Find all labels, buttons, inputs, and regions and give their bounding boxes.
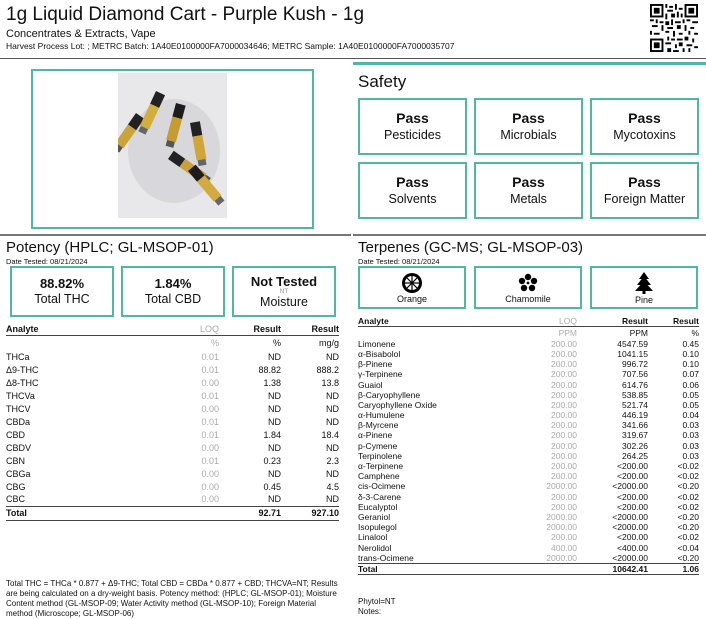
table-row[interactable]: [6, 350, 339, 363]
result-value: <200.00: [617, 471, 648, 482]
result-value: 1.38: [263, 377, 281, 388]
product-category: Concentrates & Extracts, Vape: [6, 28, 156, 40]
safety-card-microbials[interactable]: [474, 98, 583, 155]
result-value: ND: [268, 442, 281, 453]
result-value: ND: [326, 494, 339, 505]
unit-cell: mg/g: [318, 337, 339, 348]
result-value: 18.4: [321, 429, 339, 440]
total-value: [476, 563, 577, 574]
analyte-name: Camphene: [358, 471, 400, 482]
col-header: Result: [311, 324, 339, 335]
potency-label: Moisture: [260, 294, 308, 309]
table-row[interactable]: [6, 454, 339, 467]
loq-value: 0.00: [201, 377, 219, 388]
terpene-profile-pine[interactable]: [590, 266, 698, 309]
analyte-name: cis-Ocimene: [358, 481, 406, 492]
terpenes-title: Terpenes (GC-MS; GL-MSOP-03): [358, 239, 584, 256]
table-row[interactable]: [6, 467, 339, 480]
result-value: ND: [268, 390, 281, 401]
loq-value: 200.00: [551, 389, 577, 400]
table-row[interactable]: [6, 441, 339, 454]
result-value: 2.3: [326, 455, 339, 466]
terpenes-table: [358, 316, 699, 575]
table-row[interactable]: [358, 420, 699, 430]
analyte-name: Caryophyllene Oxide: [358, 399, 437, 410]
result-value: <0.20: [677, 511, 699, 522]
lot-batch-line: Harvest Process Lot: ; METRC Batch: 1A40E0100000FA7000034646; METRC Sample: 1A40E0100000FA7000035707: [6, 41, 455, 51]
analyte-name: THCVa: [6, 390, 35, 401]
table-row[interactable]: [6, 389, 339, 402]
table-row[interactable]: [6, 480, 339, 493]
table-row[interactable]: [6, 493, 339, 506]
result-value: <0.20: [677, 552, 699, 563]
loq-value: 200.00: [551, 379, 577, 390]
loq-value: 200.00: [551, 399, 577, 410]
table-row[interactable]: [358, 553, 699, 564]
col-header: Analyte: [6, 324, 39, 335]
total-label: Total: [358, 563, 378, 574]
safety-card-solvents[interactable]: [358, 162, 467, 219]
total-row: [6, 506, 339, 520]
safety-name: Solvents: [388, 191, 437, 206]
col-header: Analyte: [358, 316, 389, 326]
analyte-name: δ-3-Carene: [358, 491, 401, 502]
safety-card-metals[interactable]: [474, 162, 583, 219]
total-label: Total: [6, 508, 27, 518]
result-value: <0.20: [677, 481, 699, 492]
safety-name: Foreign Matter: [603, 191, 686, 206]
result-value: 1.84: [263, 429, 281, 440]
result-value: 341.66: [622, 420, 648, 431]
result-value: 1041.15: [617, 348, 648, 359]
safety-result: Pass: [396, 173, 429, 190]
potency-card-total-cbd[interactable]: [121, 266, 225, 317]
result-value: ND: [268, 351, 281, 362]
terpene-profile-orange[interactable]: [358, 266, 466, 309]
safety-result: Pass: [396, 109, 429, 126]
safety-card-pesticides[interactable]: [358, 98, 467, 155]
result-value: 707.56: [622, 369, 648, 380]
table-row[interactable]: [358, 461, 699, 471]
table-row[interactable]: [358, 430, 699, 440]
units-row: [6, 335, 339, 350]
orange-icon: [401, 272, 423, 294]
result-value: 0.45: [682, 338, 699, 349]
result-value: 302.26: [622, 440, 648, 451]
table-row[interactable]: [6, 363, 339, 376]
result-value: <2000.00: [612, 481, 648, 492]
loq-value: 2000.00: [546, 522, 577, 533]
col-header: Result: [622, 316, 648, 326]
safety-divider: [353, 62, 706, 65]
loq-value: 0.01: [201, 351, 219, 362]
potency-card-total-thc[interactable]: [10, 266, 114, 317]
analyte-name: β-Pinene: [358, 359, 393, 370]
analyte-name: trans-Ocimene: [358, 552, 414, 563]
total-value: 927.10: [311, 508, 339, 518]
loq-value: 200.00: [551, 410, 577, 421]
analyte-name: α-Pinene: [358, 430, 393, 441]
result-value: ND: [326, 390, 339, 401]
analyte-name: Guaiol: [358, 379, 383, 390]
terpenes-divider: [353, 234, 706, 236]
loq-value: 200.00: [551, 440, 577, 451]
table-row[interactable]: [358, 400, 699, 410]
result-value: 0.45: [263, 481, 281, 492]
result-value: <0.02: [677, 532, 699, 543]
pine-tree-icon: [633, 271, 655, 295]
analyte-name: THCV: [6, 403, 31, 414]
qr-code-icon[interactable]: [650, 4, 698, 52]
analyte-name: CBDa: [6, 416, 31, 427]
loq-value: 2000.00: [546, 511, 577, 522]
loq-value: 2000.00: [546, 481, 577, 492]
result-value: 521.74: [622, 399, 648, 410]
safety-name: Mycotoxins: [613, 127, 676, 142]
safety-title: Safety: [358, 72, 407, 91]
table-row[interactable]: [358, 369, 699, 379]
table-row[interactable]: [6, 415, 339, 428]
safety-name: Pesticides: [384, 127, 441, 142]
result-value: 0.06: [682, 379, 699, 390]
chamomile-flower-icon: [517, 272, 539, 294]
analyte-name: Terpinolene: [358, 450, 402, 461]
result-value: 0.07: [682, 369, 699, 380]
analyte-name: Δ9-THC: [6, 364, 39, 375]
result-value: 4547.59: [617, 338, 648, 349]
result-value: <200.00: [617, 461, 648, 472]
result-value: <2000.00: [612, 511, 648, 522]
safety-card-foreign-matter[interactable]: [590, 162, 699, 219]
col-header: LOQ: [559, 316, 577, 326]
total-value: [126, 506, 219, 520]
analyte-name: α-Terpinene: [358, 461, 404, 472]
result-value: 0.10: [682, 348, 699, 359]
result-value: <0.04: [677, 542, 699, 553]
loq-value: 0.01: [201, 364, 219, 375]
result-value: <2000.00: [612, 522, 648, 533]
result-value: 0.03: [682, 430, 699, 441]
unit-cell: PPM: [558, 327, 577, 338]
table-row[interactable]: [358, 441, 699, 451]
potency-date-tested: Date Tested: 08/21/2024: [6, 257, 88, 266]
analyte-name: Eucalyptol: [358, 501, 398, 512]
table-row[interactable]: [6, 402, 339, 415]
table-row[interactable]: [358, 481, 699, 491]
loq-value: 0.00: [201, 481, 219, 492]
safety-card-mycotoxins[interactable]: [590, 98, 699, 155]
loq-value: 0.01: [201, 390, 219, 401]
header-divider: [0, 58, 706, 59]
result-value: <200.00: [617, 532, 648, 543]
result-value: 614.76: [622, 379, 648, 390]
result-value: 0.05: [682, 389, 699, 400]
unit-cell: %: [691, 327, 699, 338]
table-row[interactable]: [6, 428, 339, 441]
loq-value: 200.00: [551, 461, 577, 472]
loq-value: 200.00: [551, 420, 577, 431]
total-row: [358, 563, 699, 574]
result-value: 0.03: [682, 440, 699, 451]
result-value: ND: [326, 403, 339, 414]
loq-value: 0.01: [201, 455, 219, 466]
loq-value: 0.01: [201, 416, 219, 427]
table-row[interactable]: [358, 379, 699, 389]
analyte-name: Nerolidol: [358, 542, 392, 553]
result-value: 88.82: [258, 364, 281, 375]
safety-name: Metals: [510, 191, 547, 206]
analyte-name: CBG: [6, 481, 26, 492]
table-row[interactable]: [358, 522, 699, 532]
result-value: 446.19: [622, 410, 648, 421]
potency-value: 88.82%: [39, 275, 85, 291]
total-value: 10642.41: [612, 563, 648, 574]
analyte-name: THCa: [6, 351, 30, 362]
loq-value: 0.00: [201, 403, 219, 414]
safety-name: Microbials: [500, 127, 557, 142]
loq-value: 200.00: [551, 501, 577, 512]
analyte-name: CBD: [6, 429, 26, 440]
result-value: ND: [326, 416, 339, 427]
loq-value: 200.00: [551, 471, 577, 482]
result-value: 0.10: [682, 359, 699, 370]
col-header: LOQ: [199, 324, 219, 335]
col-header: Result: [673, 316, 699, 326]
notes-label: Notes:: [358, 607, 382, 616]
loq-value: 400.00: [551, 542, 577, 553]
result-value: <0.02: [677, 461, 699, 472]
potency-title: Potency (HPLC; GL-MSOP-01): [6, 239, 214, 256]
loq-value: 0.01: [201, 429, 219, 440]
product-photo[interactable]: [118, 73, 227, 218]
result-value: ND: [326, 351, 339, 362]
unit-cell: [6, 335, 126, 350]
loq-value: 200.00: [551, 348, 577, 359]
loq-value: 200.00: [551, 532, 577, 543]
safety-result: Pass: [628, 173, 661, 190]
product-title: 1g Liquid Diamond Cart - Purple Kush - 1g: [6, 4, 365, 25]
col-header: Result: [253, 324, 281, 335]
terpenes-date-tested: Date Tested: 08/21/2024: [358, 257, 440, 266]
potency-label: Total THC: [34, 292, 90, 307]
loq-value: 200.00: [551, 359, 577, 370]
result-value: ND: [268, 468, 281, 479]
table-row[interactable]: [358, 390, 699, 400]
result-value: 538.85: [622, 389, 648, 400]
total-value: 1.06: [682, 563, 699, 574]
analyte-name: CBGa: [6, 468, 31, 479]
result-value: <0.02: [677, 491, 699, 502]
total-value: 92.71: [258, 508, 281, 518]
unit-cell: [358, 327, 476, 339]
analyte-name: CBDV: [6, 442, 32, 453]
result-value: ND: [268, 403, 281, 414]
loq-value: 200.00: [551, 338, 577, 349]
safety-result: Pass: [628, 109, 661, 126]
result-value: 319.67: [622, 430, 648, 441]
table-row[interactable]: [358, 471, 699, 481]
loq-value: 200.00: [551, 369, 577, 380]
result-value: 13.8: [321, 377, 339, 388]
loq-value: 0.00: [201, 442, 219, 453]
analyte-name: Limonene: [358, 338, 396, 349]
phytol-note: Phytol=NT: [358, 597, 396, 606]
loq-value: 200.00: [551, 491, 577, 502]
analyte-name: p-Cymene: [358, 440, 398, 451]
analyte-name: CBC: [6, 494, 26, 505]
potency-note: NT: [279, 288, 289, 296]
result-value: <2000.00: [612, 552, 648, 563]
result-value: ND: [268, 494, 281, 505]
analyte-name: Geraniol: [358, 511, 391, 522]
safety-result: Pass: [512, 109, 545, 126]
unit-cell: PPM: [629, 327, 648, 338]
table-row[interactable]: [6, 376, 339, 389]
result-value: ND: [268, 416, 281, 427]
analyte-name: α-Bisabolol: [358, 348, 401, 359]
result-value: <400.00: [617, 542, 648, 553]
result-value: 0.04: [682, 410, 699, 421]
loq-value: 0.00: [201, 494, 219, 505]
table-row[interactable]: [358, 542, 699, 552]
result-value: 996.72: [622, 359, 648, 370]
result-value: 4.5: [326, 481, 339, 492]
result-value: <0.20: [677, 522, 699, 533]
potency-label: Total CBD: [144, 292, 202, 307]
loq-value: 200.00: [551, 430, 577, 441]
result-value: 888.2: [316, 364, 339, 375]
table-row[interactable]: [358, 410, 699, 420]
analyte-name: α-Humulene: [358, 410, 405, 421]
analyte-name: Δ8-THC: [6, 377, 39, 388]
result-value: <0.02: [677, 501, 699, 512]
potency-table: [6, 324, 339, 521]
unit-cell: %: [210, 337, 219, 348]
analyte-name: β-Caryophyllene: [358, 389, 421, 400]
loq-value: 0.00: [201, 468, 219, 479]
terpene-profile-chamomile[interactable]: [474, 266, 582, 309]
result-value: <200.00: [617, 501, 648, 512]
analyte-name: Linalool: [358, 532, 388, 543]
potency-footnote: Total THC = THCa * 0.877 + Δ9-THC; Total CBD = CBDa * 0.877 + CBD; THCVA=NT; Results are being calculated on a dry-weight basis. Potency method: (HPLC; GL-MSOP-01); Moisture Content method (GL-MSOP-09; Water Activity method (GL-MSOP-10); Foreign Material method (Microscope; GL-MSOP-06): [6, 579, 338, 618]
result-value: <200.00: [617, 491, 648, 502]
units-row: [358, 327, 699, 339]
terpene-profile-label: Chamomile: [505, 293, 551, 304]
result-value: ND: [326, 468, 339, 479]
analyte-name: CBN: [6, 455, 26, 466]
potency-value: 1.84%: [154, 275, 192, 291]
vape-cartridges-image: [118, 73, 227, 218]
result-value: <0.02: [677, 471, 699, 482]
result-value: 0.23: [263, 455, 281, 466]
analyte-name: β-Myrcene: [358, 420, 399, 431]
analyte-name: Isopulegol: [358, 522, 397, 533]
result-value: 0.03: [682, 420, 699, 431]
result-value: ND: [326, 442, 339, 453]
table-row[interactable]: [358, 512, 699, 522]
terpene-profile-label: Orange: [396, 293, 428, 304]
loq-value: 2000.00: [546, 552, 577, 563]
table-row[interactable]: [358, 451, 699, 461]
table-row[interactable]: [358, 492, 699, 502]
analyte-name: γ-Terpinene: [358, 369, 403, 380]
table-row[interactable]: [358, 532, 699, 542]
table-row[interactable]: [358, 349, 699, 359]
result-value: 0.03: [682, 450, 699, 461]
table-row[interactable]: [358, 359, 699, 369]
terpene-profile-label: Pine: [634, 294, 653, 305]
result-value: 264.25: [622, 450, 648, 461]
table-row[interactable]: [358, 502, 699, 512]
potency-card-moisture[interactable]: [232, 266, 336, 317]
unit-cell: %: [272, 337, 281, 348]
table-row[interactable]: [358, 339, 699, 349]
potency-value: Not Tested: [250, 273, 318, 289]
loq-value: 200.00: [551, 450, 577, 461]
safety-result: Pass: [512, 173, 545, 190]
potency-divider: [0, 234, 351, 236]
result-value: 0.05: [682, 399, 699, 410]
